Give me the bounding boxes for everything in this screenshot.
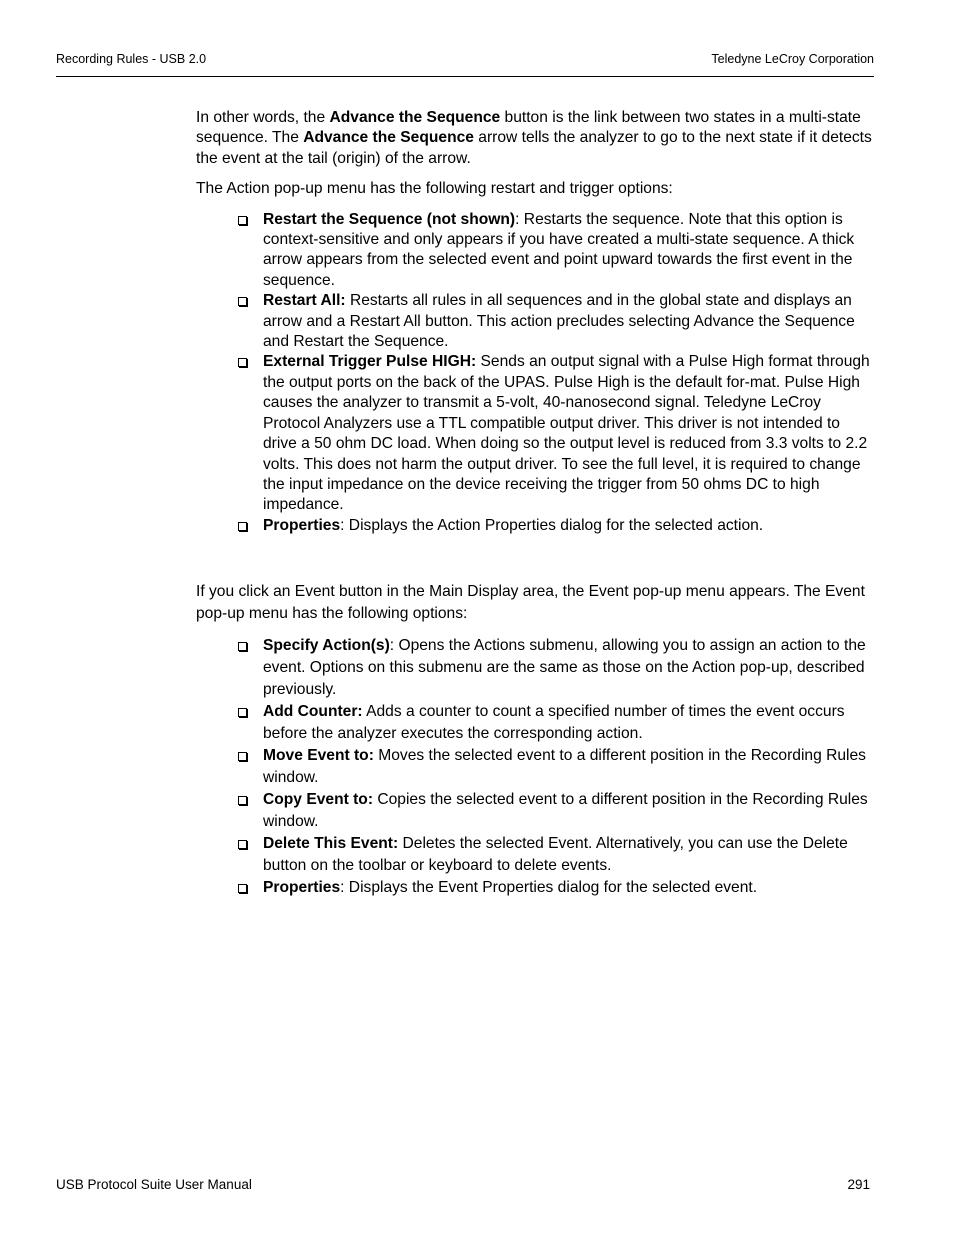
option-term: Restart All: xyxy=(263,292,346,310)
option-term: Properties xyxy=(263,879,341,897)
page-number: 291 xyxy=(847,1177,870,1192)
page-footer xyxy=(56,1177,870,1192)
list-item xyxy=(196,745,874,789)
option-term: Copy Event to: xyxy=(263,791,374,809)
event-menu-intro: If you click an Event button in the Main Display area, the Event pop-up menu appears. The Event pop-up menu has the following options: xyxy=(196,583,865,623)
list-item xyxy=(196,635,874,701)
page-content xyxy=(196,108,874,899)
option-term: Restart the Sequence (not shown) xyxy=(263,210,516,228)
checkbox-bullet-icon xyxy=(238,796,247,805)
checkbox-bullet-icon xyxy=(238,884,247,893)
bold-term: Advance the Sequence xyxy=(329,109,501,126)
list-item xyxy=(196,833,874,877)
option-term: Properties xyxy=(263,516,341,534)
checkbox-bullet-icon xyxy=(238,297,247,306)
list-item xyxy=(196,701,874,745)
footer-manual-title: USB Protocol Suite User Manual xyxy=(56,1177,252,1192)
checkbox-bullet-icon xyxy=(238,522,247,531)
text-run: In other words, the xyxy=(196,109,330,126)
option-description: Moves the selected event to a different position in the Recording Rules window. xyxy=(263,747,866,787)
header-section-title: Recording Rules - USB 2.0 xyxy=(56,52,207,66)
list-item xyxy=(196,877,874,899)
checkbox-bullet-icon xyxy=(238,752,247,761)
header-company: Teledyne LeCroy Corporation xyxy=(711,52,874,66)
option-description: Restarts all rules in all sequences and in the global state and displays an arrow and a Restart All button. This action precludes selecting Advance the Sequence and Restart the Sequence. xyxy=(263,292,855,351)
text-run: arrow tells the analyzer to go to the next state if it detects the event at the tail (origin) of the arrow. xyxy=(196,129,872,167)
option-description: : Displays the Action Properties dialog for the selected action. xyxy=(340,516,764,534)
option-term: Delete This Event: xyxy=(263,835,399,853)
action-menu-intro: The Action pop-up menu has the following restart and trigger options: xyxy=(196,180,673,198)
list-item xyxy=(196,516,874,536)
intro-paragraph xyxy=(196,108,874,169)
option-term: Add Counter: xyxy=(263,703,363,721)
checkbox-bullet-icon xyxy=(238,840,247,849)
option-description: : Displays the Event Properties dialog for the selected event. xyxy=(340,879,758,897)
option-description: Deletes the selected Event. Alternatively, you can use the Delete button on the toolbar or keyboard to delete events. xyxy=(263,835,848,875)
checkbox-bullet-icon xyxy=(238,358,247,367)
option-description: Adds a counter to count a specified number of times the event occurs before the analyzer executes the corresponding action. xyxy=(263,703,845,743)
option-description: : Restarts the sequence. Note that this option is context-sensitive and only appears if you have created a multi-state sequence. A thick arrow appears from the selected event and point upward towards the first event in the sequence. xyxy=(263,210,855,289)
checkbox-bullet-icon xyxy=(238,642,247,651)
option-term: Move Event to: xyxy=(263,747,374,765)
page-header xyxy=(56,52,874,66)
header-rule xyxy=(56,76,874,77)
action-options-list xyxy=(196,210,874,537)
list-item xyxy=(196,789,874,833)
event-options-list xyxy=(196,635,874,899)
checkbox-bullet-icon xyxy=(238,708,247,717)
option-description: Sends an output signal with a Pulse High format through the output ports on the back of the UPAS. Pulse High is the default for-mat. Pulse High causes the analyzer to transmit a 5-volt, 40-nanosecond signal. Teledyne LeCroy Protocol Analyzers use a TTL compatible output driver. This driver is not intended to drive a 50 ohm DC load. When doing so the output level is reduced from 3.3 volts to 2.2 volts. This does not harm the output driver. To see the full level, it is required to change the input impedance on the device receiving the trigger from 50 ohms DC to high impedance. xyxy=(263,353,870,514)
checkbox-bullet-icon xyxy=(238,216,247,225)
bold-term: Advance the Sequence xyxy=(303,129,474,147)
list-item xyxy=(196,352,874,515)
option-term: External Trigger Pulse HIGH: xyxy=(263,353,477,371)
option-term: Specify Action(s) xyxy=(263,637,390,655)
text-run: button is the link between two states in a multi-state sequence. The xyxy=(196,109,861,147)
option-description: : Opens the Actions submenu, allowing you to assign an action to the event. Options on this submenu are the same as those on the Action pop-up, described previously. xyxy=(263,637,866,699)
list-item xyxy=(196,291,874,352)
option-description: Copies the selected event to a different position in the Recording Rules window. xyxy=(263,791,868,831)
list-item xyxy=(196,210,874,292)
event-menu-section xyxy=(196,581,874,899)
